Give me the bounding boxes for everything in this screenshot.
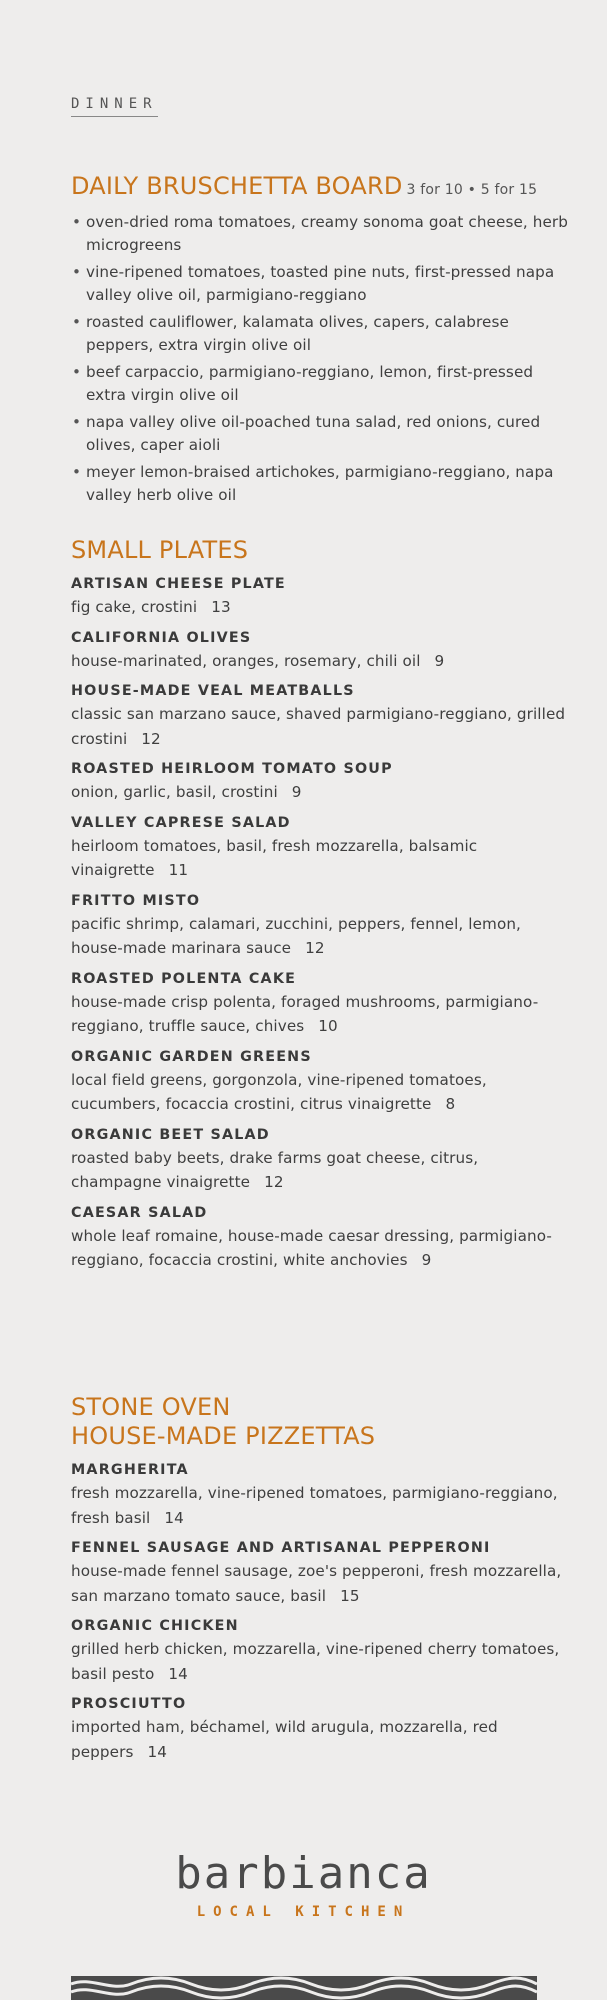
item-name: ROASTED HEIRLOOM TOMATO SOUP	[71, 761, 393, 777]
small-plates-list	[71, 574, 571, 1273]
pizzettas-title-line1: STONE OVEN	[71, 1393, 231, 1421]
item-desc-text: classic san marzano sauce, shaved parmigiano-reggiano, grilled crostini	[71, 705, 566, 748]
item-description	[71, 702, 571, 751]
item-price: 9	[434, 651, 445, 670]
bruschetta-item: • meyer lemon-braised artichokes, parmigiano-reggiano, napa valley herb olive oil	[71, 461, 571, 507]
menu-item	[71, 759, 571, 805]
menu-item	[71, 1460, 571, 1530]
item-description	[71, 780, 571, 805]
menu-item	[71, 1616, 571, 1686]
item-desc-text: heirloom tomatoes, basil, fresh mozzarella, balsamic vinaigrette	[71, 836, 478, 879]
item-description	[71, 1068, 571, 1117]
bruschetta-item: • oven-dried roma tomatoes, creamy sonoma goat cheese, herb microgreens	[71, 211, 571, 257]
bruschetta-item: • beef carpaccio, parmigiano-reggiano, lemon, first-pressed extra virgin olive oil	[71, 361, 571, 407]
item-description	[71, 1559, 571, 1608]
item-desc-text: fig cake, crostini	[71, 598, 198, 616]
item-price: 9	[291, 783, 302, 801]
menu-label: DINNER	[71, 96, 158, 117]
bruschetta-title-text: DAILY BRUSCHETTA BOARD	[71, 172, 403, 200]
item-description	[71, 912, 571, 961]
item-desc-text: grilled herb chicken, mozzarella, vine-ripened cherry tomatoes, basil pesto	[71, 1640, 560, 1683]
item-description	[71, 1715, 571, 1764]
logo-subtitle: LOCAL KITCHEN	[196, 1904, 411, 1920]
item-description	[71, 1481, 571, 1530]
menu-item	[71, 1538, 571, 1608]
item-price: 14	[147, 1742, 167, 1761]
menu-item	[71, 1125, 571, 1195]
item-price: 15	[340, 1586, 360, 1605]
item-description	[71, 1224, 571, 1273]
item-desc-text: roasted baby beets, drake farms goat cheese, citrus, champagne vinaigrette	[71, 1148, 479, 1191]
item-desc-text: imported ham, béchamel, wild arugula, mozzarella, red peppers	[71, 1718, 498, 1761]
item-name: HOUSE-MADE VEAL MEATBALLS	[71, 683, 355, 699]
item-price: 12	[141, 729, 161, 748]
menu-item	[71, 628, 571, 674]
menu-item	[71, 969, 571, 1039]
menu-item	[71, 891, 571, 961]
item-name: ORGANIC BEET SALAD	[71, 1126, 270, 1143]
bruschetta-item: • vine-ripened tomatoes, toasted pine nuts, first-pressed napa valley olive oil, parmigiano-reggiano	[71, 261, 571, 307]
bruschetta-item: • napa valley olive oil-poached tuna salad, red onions, cured olives, caper aioli	[71, 411, 571, 457]
menu-item	[71, 1047, 571, 1117]
menu-item	[71, 681, 571, 751]
item-price: 14	[168, 1664, 188, 1683]
item-description	[71, 649, 571, 674]
item-desc-text: whole leaf romaine, house-made caesar dressing, parmigiano-reggiano, focaccia crostini, white anchovies	[71, 1226, 552, 1269]
item-name: FRITTO MISTO	[71, 892, 201, 909]
wave-pattern-decoration	[71, 1976, 537, 2000]
item-price: 13	[211, 598, 231, 616]
item-name: ORGANIC GARDEN GREENS	[71, 1048, 312, 1065]
bruschetta-title	[71, 172, 571, 205]
menu-item	[71, 1203, 571, 1273]
menu-item	[71, 813, 571, 883]
item-name: ROASTED POLENTA CAKE	[71, 970, 297, 987]
menu-item	[71, 1694, 571, 1764]
item-name: CAESAR SALAD	[71, 1204, 208, 1221]
small-plates-section	[71, 536, 571, 1281]
bruschetta-list	[71, 211, 571, 507]
item-price: 9	[421, 1251, 432, 1269]
item-description	[71, 595, 571, 620]
bruschetta-price-note: 3 for 10 • 5 for 15	[406, 182, 538, 198]
item-name: ARTISAN CHEESE PLATE	[71, 576, 286, 592]
bruschetta-item: • roasted cauliflower, kalamata olives, capers, calabrese peppers, extra virgin olive oil	[71, 311, 571, 357]
item-price: 8	[445, 1095, 456, 1113]
item-desc-text: house-made fennel sausage, zoe's pepperoni, fresh mozzarella, san marzano tomato sauce, basil	[71, 1562, 562, 1605]
item-name: VALLEY CAPRESE SALAD	[71, 814, 291, 831]
item-price: 10	[318, 1017, 338, 1035]
item-description	[71, 1146, 571, 1195]
item-description	[71, 1637, 571, 1686]
item-desc-text: pacific shrimp, calamari, zucchini, peppers, fennel, lemon, house-made marinara sauce	[71, 914, 521, 957]
pizzettas-section	[71, 1393, 571, 1772]
pizzettas-list	[71, 1460, 571, 1764]
menu-item	[71, 574, 571, 620]
item-desc-text: house-made crisp polenta, foraged mushrooms, parmigiano-reggiano, truffle sauce, chives	[71, 992, 539, 1035]
item-name: ORGANIC CHICKEN	[71, 1618, 239, 1634]
item-description	[71, 990, 571, 1039]
item-name: PROSCIUTTO	[71, 1696, 187, 1712]
small-plates-title: SMALL PLATES	[71, 536, 249, 564]
pizzettas-title-line2: HOUSE-MADE PIZZETTAS	[71, 1422, 376, 1450]
item-desc-text: onion, garlic, basil, crostini	[71, 783, 278, 801]
item-price: 14	[164, 1508, 184, 1527]
item-name: MARGHERITA	[71, 1462, 189, 1478]
logo-name: barbianca	[175, 1848, 432, 1899]
item-name: FENNEL SAUSAGE AND ARTISANAL PEPPERONI	[71, 1540, 491, 1556]
item-price: 12	[305, 939, 325, 957]
item-desc-text: local field greens, gorgonzola, vine-ripened tomatoes, cucumbers, focaccia crostini, citrus vinaigrette	[71, 1070, 487, 1113]
item-name: CALIFORNIA OLIVES	[71, 629, 252, 646]
item-price: 11	[168, 861, 189, 879]
bruschetta-section	[71, 172, 571, 511]
item-desc-text: fresh mozzarella, vine-ripened tomatoes, parmigiano-reggiano, fresh basil	[71, 1484, 558, 1527]
restaurant-logo	[0, 1850, 607, 1920]
item-description	[71, 834, 571, 883]
item-desc-text: house-marinated, oranges, rosemary, chili oil	[71, 651, 421, 670]
item-price: 12	[264, 1173, 284, 1191]
